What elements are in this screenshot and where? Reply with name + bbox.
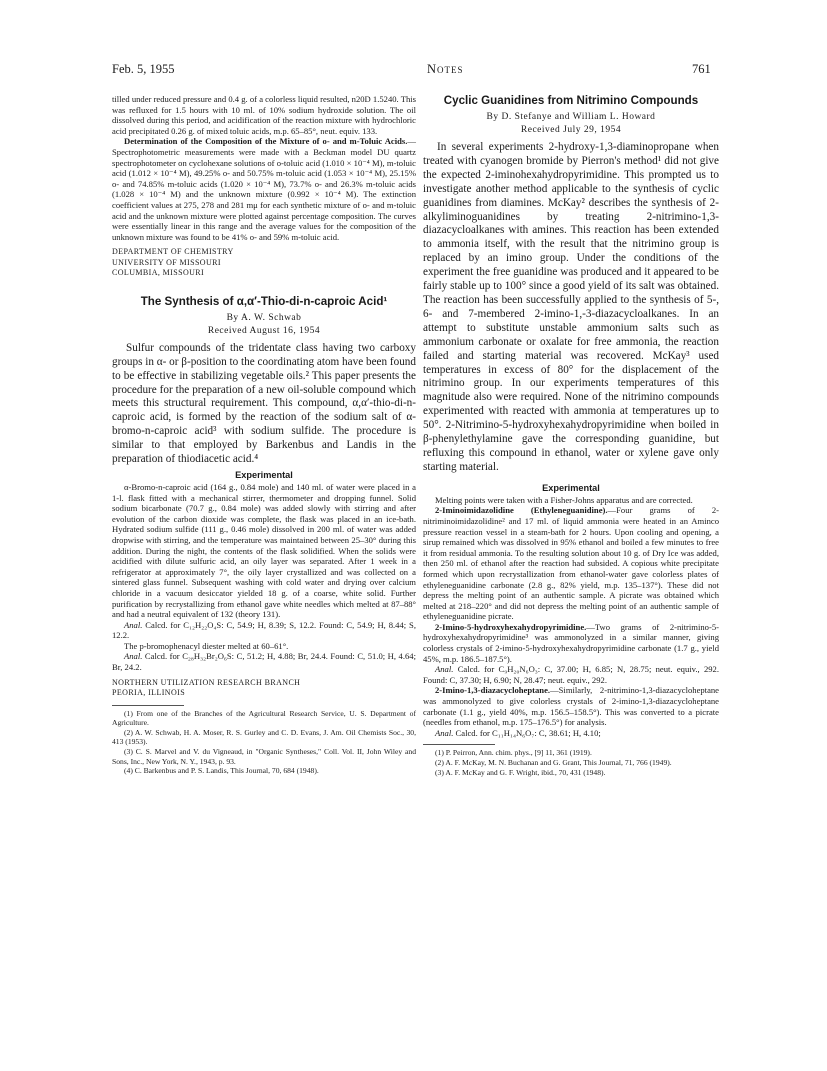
determination-body: —Spectrophotometric measurements were made with a Beckman model DU quartz spectrophotometer on cyclohexane solutions of o-toluic acid (1.010 × 10⁻⁴ M), m-toluic acid (1.012 × 10⁻⁴ M), 49.25% o- and 50.75% m-toluic acid (1.053 × 10⁻⁴ M), 25.15% o- and 74.85% m-toluic acids (1.020 × 10⁻⁴ M), 73.7% o- and 26.3% m-toluic acids (1.028 × 10⁻⁴ M) and the unknown mixture (0.992 × 10⁻⁴ M). The extinction coefficient values at 275, 278 and 281 mμ for each synthetic mixture of o- and m-toluic acid and the unknown mixture were plotted against percentage composition. The curves were essentially linear in this range and the average values for the composition of the unknown mixture was found to be 41% o- and 59% m-toluic acid. [112,136,416,242]
page-date: Feb. 5, 1955 [112,62,175,76]
compound-heading: 2-Imino-5-hydroxyhexahydropyrimidine. [435,621,587,632]
procedure-paragraph [423,685,719,727]
article-title: The Synthesis of α,α′-Thio-di-n-caproic Acid¹ [140,294,388,308]
analysis-paragraph [112,651,416,672]
analysis-paragraph [423,664,719,685]
experimental-paragraph: α-Bromo-n-caproic acid (164 g., 0.84 mole) and 140 ml. of water were placed in a 1-l. flask fitted with a mechanical stirrer, thermometer and dropping funnel. Solid sodium bicarbonate (70.7 g., 0.84 mole) was added slowly with stirring and after evolution of the carbon dioxide was complete, the flask was placed in an ice-bath. Hydrated sodium sulfide (111 g., 0.46 mole) dissolved in 200 ml. of water was added dropwise with stirring, and the temperature was maintained between 25–30° during this addition. During the night, the contents of the flask solidified. When the solids were acidified with dilute sulfuric acid, an oily layer was separated. After 1 week in a refrigerator at approximately 7°, the oily layer crystallized and was collected on a sintered glass funnel. Subsequent washing with cold water and drying over calcium chloride in a vacuum desiccator yielded 18 g. of a coarse, white solid. Further purification by recrystallizing from ethanol gave white needles which melted at 87–88° and had a neutral equivalent of 132 (theory 131). [112,481,416,620]
affiliation-peoria [112,678,416,699]
footnote-rule [112,705,184,706]
intro-paragraph: tilled under reduced pressure and 0.4 g. of a colorless liquid resulted, n20D 1.5240. This was refluxed for 1.5 hours with 10 ml. of 10% sodium hydroxide solution. The oil dissolved during this period, and acidification of the reaction mixture with hydrochloric acid precipitated 0.26 g. of mixed toluic acids, m.p. 65–85°, neut. equiv. 133. [112,94,416,136]
footnote: (1) P. Peirron, Ann. chim. phys., [9] 11, 361 (1919). [435,748,592,758]
determination-paragraph [112,136,416,242]
affiliation-line: COLUMBIA, MISSOURI [112,268,205,278]
compound-heading: 2-Iminoimidazolidine (Ethyleneguanidine). [435,505,608,516]
page-number: 761 [692,62,711,76]
affiliation-line: UNIVERSITY OF MISSOURI [112,257,221,267]
footnote: (2) A. F. McKay, M. N. Buchanan and G. Grant, This Journal, 71, 766 (1949). [435,758,672,767]
article-author: By A. W. Schwab [226,312,302,323]
procedure-paragraph [423,505,719,622]
right-column [423,94,719,777]
anal-label: Anal. [435,727,454,738]
footnote: (1) From one of the Branches of the Agricultural Research Service, U. S. Department of Agriculture. [112,708,416,728]
footnote: (4) C. Barkenbus and P. S. Landis, This Journal, 70, 684 (1948). [124,766,319,776]
procedure-paragraph [423,622,719,664]
abstract-paragraph: In several experiments 2-hydroxy-1,3-diaminopropane when treated with cyanogen bromide by Pierron's method¹ did not give the expected 2-iminohexahydropyrimidine. This prompted us to investigate another method applicable to the synthesis of cyclic guanidines from diamines. McKay² describes the synthesis of 2-alkyliminoguanidines by treating 2-nitrimino-1,3-diazacycloalkanes with amines. This reaction has been extended to ammonia itself, with the result that the nitrimino group is replaced by an imino group. Under the conditions of the experiment the free guanidine was produced and it appeared to be fairly stable up to 100° since a good yield of its salt was obtained. The reaction has been successfully applied to the synthesis of 5-, 6- and 7-membered 2-imino-1,-3-diazacycloalkanes. In an attempt to substitute unstable ammonium salts such as ammonium carbonate or oxalate for free ammonia, the reaction failed and starting material was recovered. McKay³ used temperatures in excess of 80° for the displacement of the nitrimino group. In our experiments temperatures of this magnitude also were required. None of the nitrimino compounds experimented with reacted with ammonia at temperatures up to 50°. 2-Nitrimino-5-hydroxyhexahydropyrimidine when boiled in β-phenylethylamine gave the corresponding guanidine, but refluxing this compound in ethanol, water or xylene gave only starting material. [423,141,719,473]
analysis-paragraph [423,728,719,739]
analysis-paragraph [112,620,416,641]
anal-text: Calcd. for C₁₁H₁₄N₆O₇: C, 38.61; H, 4.10; [455,727,601,738]
procedure-body: —Four grams of 2-nitriminoimidazolidine² and 17 ml. of liquid ammonia were heated in an Aminco pressure reaction vessel in a steam-bath for 2 hours. Upon cooling and opening, a sirup remained which was dissolved in 95% ethanol and boiled a few minutes to free it from residual ammonia. To the resulting solution about 10 g. of Dry Ice was added, then 250 ml. of ethanol after the reaction had subsided. A copious white precipitate formed which upon recrystallization from ethanol-water gave colorless plates of ethyleneguanidine carbonate (2.8 g., 82% yield, m.p. 135–137°). These did not depress the melting point of an authentic sample. A picrate was obtained which melted at 218–220° and did not depress the melting point of an authentic sample of ethyleneguanidine picrate. [423,505,719,622]
procedure-body: —Similarly, 2-nitrimino-1,3-diazacycloheptane was ammonolyzed to give colorless crystals of 2-imino-1,3-diazacycloheptane carbonate (1.1 g., yield 40%, m.p. 156.5–158.5°). This was converted to a picrate (needles from ethanol, m.p. 175–176.5°) for analysis. [423,685,719,728]
footnote: (3) C. S. Marvel and V. du Vigneaud, in "Organic Syntheses," Coll. Vol. II, John Wiley and Sons, Inc., New York, N. Y., 1943, p. 93. [112,747,416,766]
experimental-heading: Experimental [542,482,600,493]
experimental-heading: Experimental [235,469,293,480]
left-column [112,94,416,776]
anal-label: Anal. [124,651,143,662]
determination-heading: Determination of the Composition of the Mixture of o- and m-Toluic Acids. [124,136,408,147]
section-heading: Notes [427,62,464,76]
footnote: (3) A. F. McKay and G. F. Wright, ibid., 70, 431 (1948). [435,767,606,777]
compound-heading: 2-Imino-1,3-diazacycloheptane. [435,685,551,696]
procedure-body: —Two grams of 2-nitrimino-5-hydroxyhexahydropyrimidine³ was ammonolyzed in a similar manner, giving colorless crystals of 2-imino-5-hydroxyhexahydropyrimidine carbonate (1.7 g., yield 45%, m.p. 186.5–187.5°). [423,621,719,664]
footnote-rule [423,744,495,745]
footnote: (2) A. W. Schwab, H. A. Moser, R. S. Gurley and C. D. Evans, J. Am. Oil Chemists Soc., 30, 413 (1953). [112,727,416,747]
affiliation-line: PEORIA, ILLINOIS [112,688,186,698]
anal-label: Anal. [124,619,143,630]
melting-point-note: Melting points were taken with a Fisher-Johns apparatus and are corrected. [435,494,693,505]
anal-text: Calcd. for C₉H₂₀N₆O₃: C, 37.00; H, 6.85; N, 28.75; neut. equiv., 292. Found: C, 37.30; H, 6.90; N, 28.47; neut. equiv., 292. [423,664,720,685]
received-date: Received July 29, 1954 [520,125,622,135]
affiliation-missouri [112,247,416,279]
article-author: By D. Stefanye and William L. Howard [486,112,656,122]
diester-paragraph: The p-bromophenacyl diester melted at 60–61°. [124,640,289,651]
affiliation-line: NORTHERN UTILIZATION RESEARCH BRANCH [112,677,301,687]
affiliation-line: DEPARTMENT OF CHEMISTRY [112,247,234,257]
abstract-paragraph: Sulfur compounds of the tridentate class having two carboxy groups in α- or β-position to the coordinating atom have been found to be effective in stabilizing vegetable oils.² This paper presents the procedure for the preparation of a new oil-soluble compound which meets this structural requirement. This compound, α,α′-thio-di-n-caproic acid, is formed by the reaction of the sodium salt of α-bromo-n-caproic acid³ with sodium sulfide. The procedure is similar to that employed by Barkenbus and Landis in the preparation of thiodiacetic acid.⁴ [112,341,416,466]
anal-text: Calcd. for C₂₈H₃₂Br₂O₆S: C, 51.2; H, 4.88; Br, 24.4. Found: C, 51.0; H, 4.64; Br, 24.2. [112,651,416,673]
anal-label: Anal. [435,664,454,675]
received-date: Received August 16, 1954 [207,325,321,336]
anal-text: Calcd. for C₁₂H₂₂O₄S: C, 54.9; H, 8.39; S, 12.2. Found: C, 54.9; H, 8.44; S, 12.2. [112,619,416,641]
article-title: Cyclic Guanidines from Nitrimino Compounds [443,94,699,107]
